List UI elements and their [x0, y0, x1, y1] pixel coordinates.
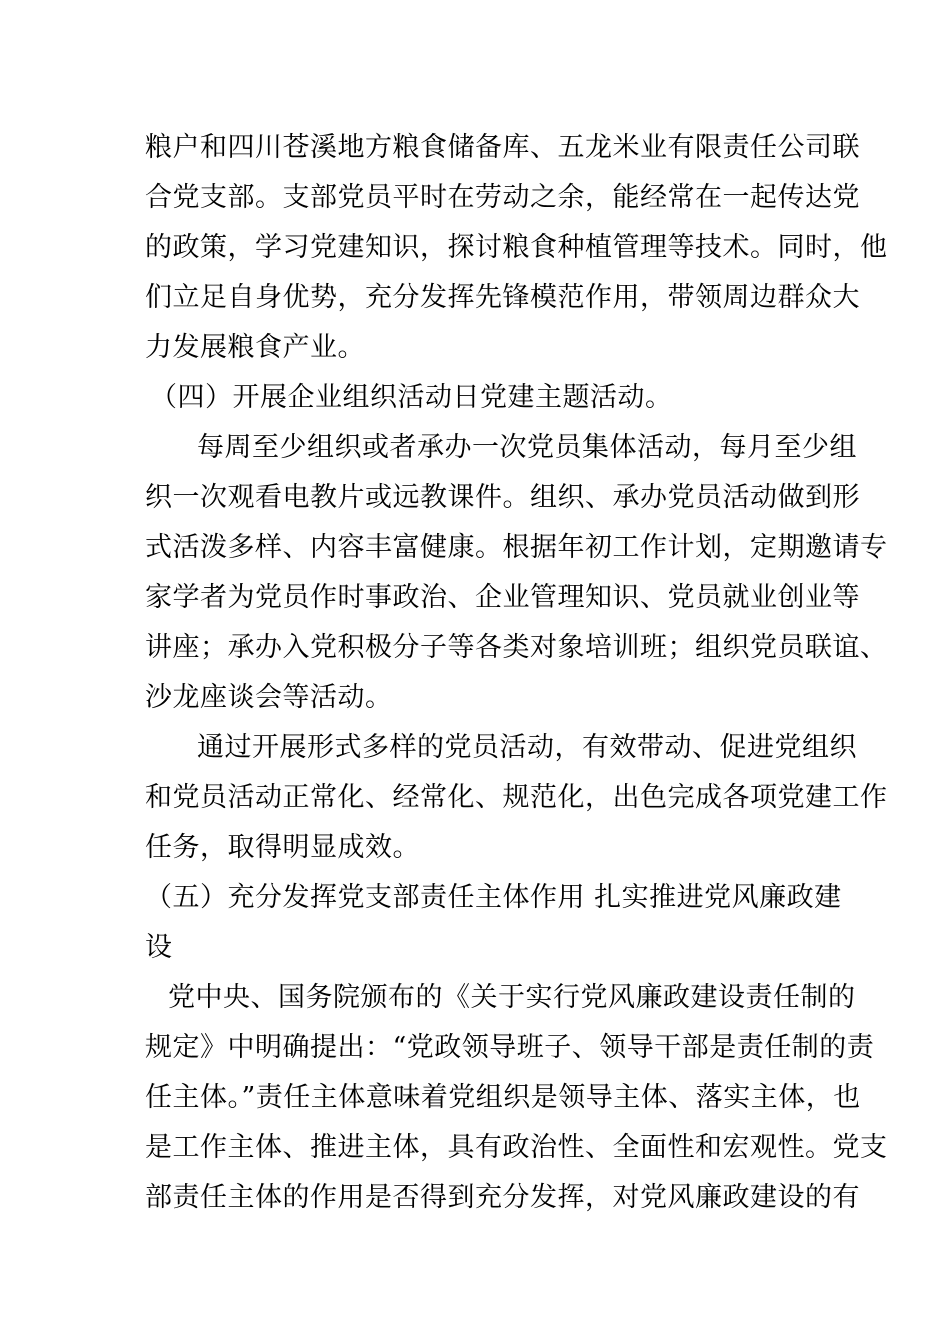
paragraph-line: 任主体。”责任主体意味着党组织是领导主体、落实主体，也 — [145, 1082, 861, 1113]
paragraph-line: 部责任主体的作用是否得到充分发挥，对党风廉政建设的有 — [145, 1182, 860, 1213]
paragraph-line: 力发展粮食产业。 — [145, 332, 365, 363]
paragraph-line: 的政策，学习党建知识，探讨粮食种植管理等技术。同时，他 — [145, 232, 888, 263]
paragraph-line: 合党支部。支部党员平时在劳动之余，能经常在一起传达党 — [145, 182, 860, 213]
paragraph-line: 每周至少组织或者承办一次党员集体活动，每月至少组 — [197, 432, 857, 463]
paragraph-line: 讲座；承办入党积极分子等各类对象培训班；组织党员联谊、 — [145, 632, 888, 663]
section-heading-five: （五）充分发挥党支部责任主体作用 扎实推进党风廉政建 — [145, 882, 842, 913]
paragraph-line: 家学者为党员作时事政治、企业管理知识、党员就业创业等 — [145, 582, 860, 613]
paragraph-line: 们立足自身优势，充分发挥先锋模范作用，带领周边群众大 — [145, 282, 860, 313]
section-heading-four: （四）开展企业组织活动日党建主题活动。 — [150, 382, 673, 413]
paragraph-line: 和党员活动正常化、经常化、规范化，出色完成各项党建工作 — [145, 782, 888, 813]
paragraph-line: 是工作主体、推进主体，具有政治性、全面性和宏观性。党支 — [145, 1132, 888, 1163]
paragraph-line: 任务，取得明显成效。 — [145, 832, 420, 863]
section-heading-five-cont: 设 — [145, 932, 173, 963]
paragraph-line: 党中央、国务院颁布的《关于实行党风廉政建设责任制的 — [168, 982, 856, 1013]
paragraph-line: 粮户和四川苍溪地方粮食储备库、五龙米业有限责任公司联 — [145, 132, 860, 163]
paragraph-line: 织一次观看电教片或远教课件。组织、承办党员活动做到形 — [145, 482, 860, 513]
paragraph-line: 规定》中明确提出：“党政领导班子、领导干部是责任制的责 — [145, 1032, 875, 1063]
paragraph-line: 沙龙座谈会等活动。 — [145, 682, 393, 713]
paragraph-line: 通过开展形式多样的党员活动，有效带动、促进党组织 — [197, 732, 857, 763]
paragraph-line: 式活泼多样、内容丰富健康。根据年初工作计划，定期邀请专 — [145, 532, 888, 563]
